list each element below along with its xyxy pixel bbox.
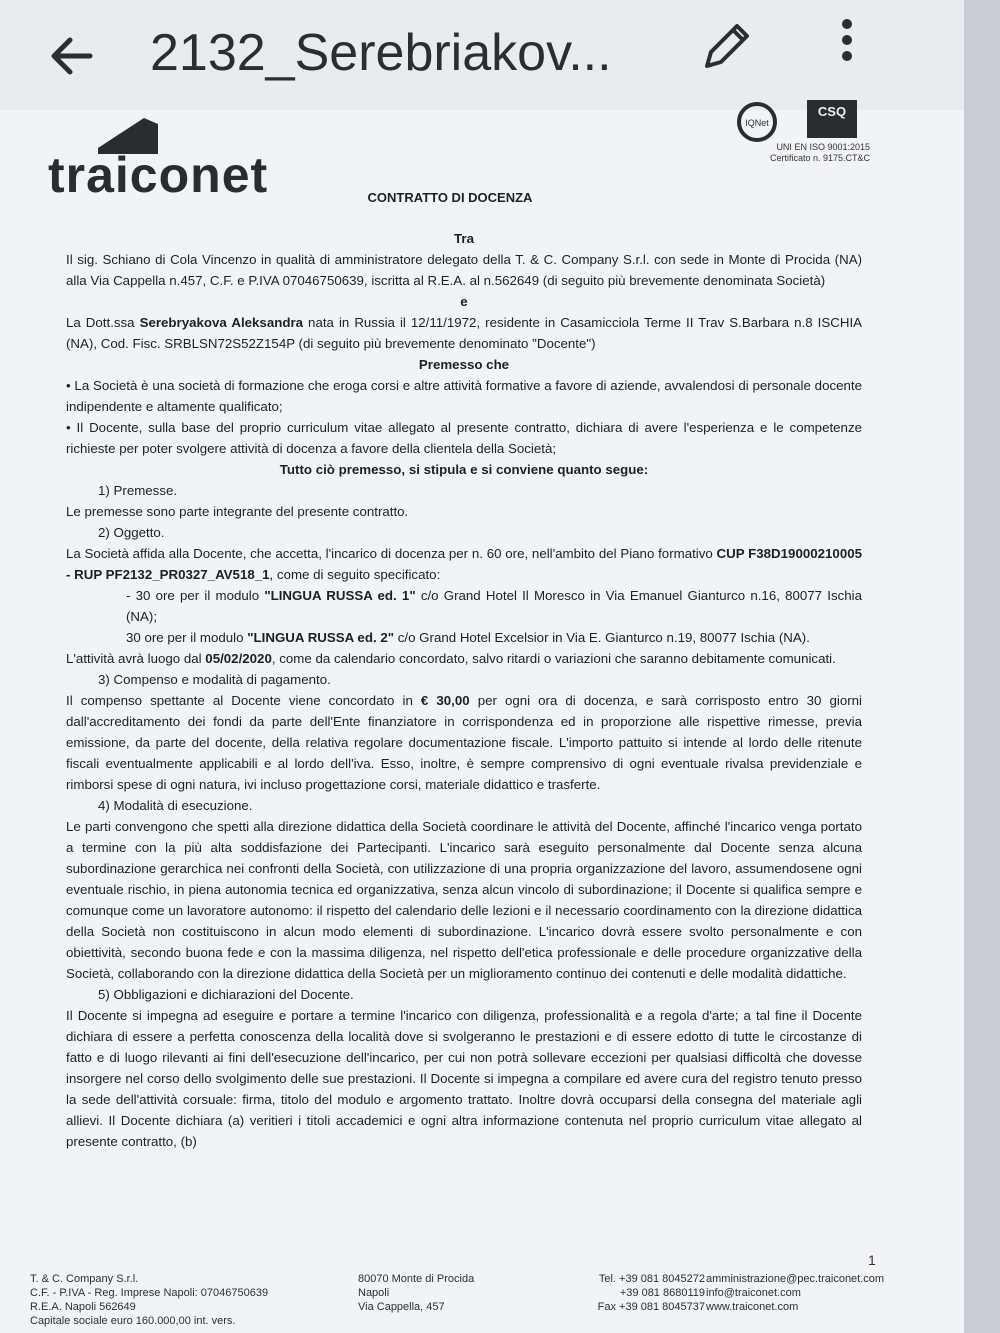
- premise-bullet-1: • La Società è una società di formazione che eroga corsi e altre attività formative a favore di aziende, avvalendosi di personale docente indipendente e altamente qualificato;: [66, 378, 862, 414]
- document-footer: [30, 1272, 950, 1333]
- premise-bullet-2: • Il Docente, sulla base del proprio curriculum vitae allegato al presente contratto, dichiara di avere l'esperienza e le competenze richieste per poter svolgere attività di docenza a favore della clientela della Società;: [66, 420, 862, 456]
- footer-address: 80070 Monte di Procida Napoli Via Cappella, 457: [358, 1273, 475, 1313]
- edit-button[interactable]: [695, 14, 759, 78]
- premesso-heading: Premesso che: [418, 357, 510, 372]
- section-4-text: Le parti convengono che spetti alla direzione didattica della Società coordinare le attività del Docente, affinché l'incarico venga portato a termine con la più alta soddisfazione dei Partecipanti. L'incarico sarà eseguito personalmente dal Docente senza alcuna subordinazione gerarchica nei confronti della Società, con utilizzazione di una propria organizzazione del lavoro, assumendosene ogni eventuale rischio, in piena autonomia tecnica ed organizzativa, senza alcun vincolo di subordinazione; il Docente si qualifica sempre e comunque come un lavoratore autonomo: il rispetto del calendario delle lezioni e il necessario coordinamento con la direzione didattica della Società non costituiscono in alcun modo elementi di subordinazione. L'incarico dovrà essere svolto personalmente e con obiettività, secondo buona fede e con la massima diligenza, nel rispetto dell'etica professionale e delle procedure organizzative della Società, collaborando con la direzione didattica della Società per un miglioramento continuo dei contenuti e delle modalità didattiche.: [66, 819, 862, 981]
- arrow-left-icon: [40, 22, 104, 86]
- footer-phones: Tel. +39 081 8045272 +39 081 8680119 Fax +39 081 8045737: [597, 1273, 705, 1313]
- certification-logos: [735, 98, 865, 144]
- module-item-2: 30 ore per il modulo "LINGUA RUSSA ed. 2" c/o Grand Hotel Excelsior in Via E. Gianturco n.19, 80077 Ischia (NA).: [126, 630, 810, 645]
- csq-logo: CSQ: [817, 104, 847, 119]
- agreement-heading: Tutto ciò premesso, si stipula e si conviene quanto segue:: [279, 462, 649, 477]
- iqnet-logo: IQNet: [745, 118, 769, 128]
- section-4-heading: 4) Modalità di esecuzione.: [98, 798, 253, 813]
- and-label: e: [460, 294, 468, 309]
- device-edge: [964, 0, 1000, 1333]
- section-1-text: Le premesse sono parte integrante del presente contratto.: [66, 504, 409, 519]
- tra-label: Tra: [454, 231, 474, 246]
- section-5-text: Il Docente si impegna ad eseguire e portare a termine l'incarico con diligenza, professionalità e a regola d'arte; a tal fine il Docente dichiara di essere a perfetta conoscenza della località dove si svolgeranno le prestazioni e di essere edotto di tutte le circostanze di fatto e di luogo rilevanti ai fini dell'esecuzione dell'incarico, per cui non potrà sollevare eccezioni per qualsiasi difficoltà che dovesse insorgere nel corso dello svolgimento delle sue prestazioni. Il Docente si impegna a compilare ed avere cura del registro tenuto presso la sede dell'attività corsuale: firma, titolo del modulo e argomento trattato. Inoltre dovrà occuparsi della consegna del materiale agli allievi. Il Docente dichiara (a) veritieri i titoli accademici e ogni altra informazione contenuta nel proprio curriculum vitae allegato al presente contratto, (b): [66, 1008, 862, 1149]
- section-3-heading: 3) Compenso e modalità di pagamento.: [98, 672, 331, 687]
- contract-body: [66, 228, 862, 1152]
- module-item-1: - 30 ore per il modulo "LINGUA RUSSA ed. 1" c/o Grand Hotel Il Moresco in Via Emanuel Gianturco n.16, 80077 Ischia (NA);: [126, 588, 862, 624]
- document-title: 2132_Serebriakov...: [150, 24, 612, 82]
- pencil-icon: [695, 14, 759, 78]
- section-2-heading: 2) Oggetto.: [98, 525, 165, 540]
- app-bar: [0, 0, 1000, 110]
- company-logo: traiconet: [48, 147, 269, 203]
- more-options-button[interactable]: [825, 14, 869, 78]
- footer-company: T. & C. Company S.r.l. C.F. - P.IVA - Reg. Imprese Napoli: 07046750639 R.E.A. Napoli 562649 Capitale sociale euro 160.000,00 int. vers.: [30, 1273, 269, 1327]
- party-one: Il sig. Schiano di Cola Vincenzo in qualità di amministratore delegato della T. & C. Company S.r.l. con sede in Monte di Procida (NA) alla Via Cappella n.457, C.F. e P.IVA 07046750639, iscritta al R.E.A. al n.562649 (di seguito più brevemente denominata Società): [66, 252, 862, 288]
- certification-text: UNI EN ISO 9001:2015 Certificato n. 9175.CT&C: [769, 142, 870, 163]
- party-two: La Dott.ssa Serebryakova Aleksandra nata in Russia il 12/11/1972, residente in Casamicciola Terme II Trav S.Barbara n.8 ISCHIA (NA), Cod. Fisc. SRBLSN72S52Z154P (di seguito più brevemente denominato "Docente"): [66, 315, 863, 351]
- section-1-heading: 1) Premesse.: [98, 483, 178, 498]
- section-5-heading: 5) Obbligazioni e dichiarazioni del Docente.: [98, 987, 354, 1002]
- section-3-text: Il compenso spettante al Docente viene concordato in € 30,00 per ogni ora di docenza, e sarà corrisposto entro 30 giorni dall'accreditamento dei fondi da parte dell'Ente finanziatore in corrispondenza ed in proporzione alle rispettive rimesse, previa emissione, da parte del docente, della relativa regolare documentazione fiscale. L'importo pattuito si intende al lordo delle ritenute fiscali eventualmente applicabili e al lordo dell'iva. Esso, inoltre, è sempre comprensivo di ogni eventuale rivalsa previdenziale e rimborsi spese di ogni natura, ivi incluso progettazione corsi, materiale didattico e trasferte.: [66, 693, 862, 792]
- more-vertical-icon: [825, 14, 869, 78]
- back-button[interactable]: [40, 22, 104, 86]
- page-number: 1: [868, 1252, 876, 1268]
- section-2-text: La Società affida alla Docente, che accetta, l'incarico di docenza per n. 60 ore, nell'ambito del Piano formativo CUP F38D19000210005 - RUP PF2132_PR0327_AV518_1, come di seguito specificato:: [66, 546, 863, 582]
- contract-title: CONTRATTO DI DOCENZA: [367, 190, 533, 205]
- section-2-date: L'attività avrà luogo dal 05/02/2020, come da calendario concordato, salvo ritardi o variazioni che saranno debitamente comunicati.: [66, 651, 836, 666]
- footer-contacts: amministrazione@pec.traiconet.com info@traiconet.com www.traiconet.com: [706, 1273, 885, 1313]
